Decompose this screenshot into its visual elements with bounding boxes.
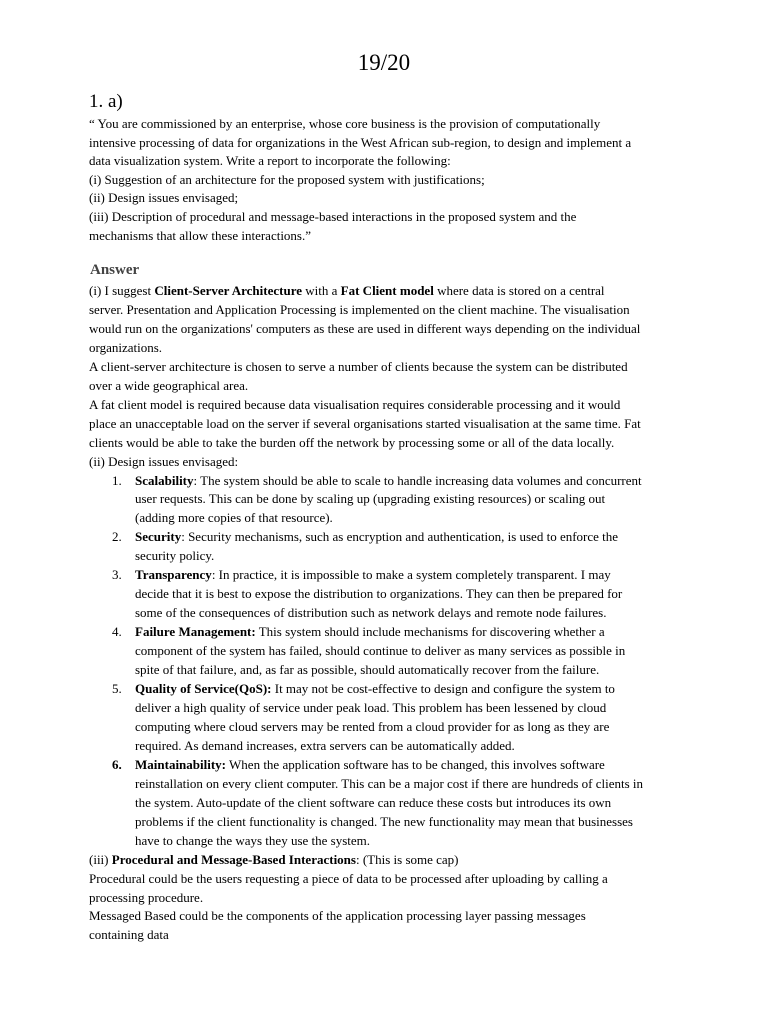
text-run: : In practice, it is impossible to make a system completely transparent. I may [211,567,611,583]
list-item [89,566,679,623]
list-item-line: component of the system has failed, should continue to deliver as many services as possible in [135,643,626,659]
list-item-line: reinstallation on every client computer. This can be a major cost if there are hundreds of clients in [135,775,644,791]
list-item-line: required. As demand increases, extra servers can be automatically added. [135,737,515,753]
list-item-first-line [135,680,679,699]
question-line: data visualization system. Write a report to incorporate the following: [89,153,451,169]
list-item-line: computing where cloud servers may be rented from a cloud provider for as long as they are [135,718,610,734]
part-i-architecture [89,282,679,453]
answer-body [89,282,679,945]
answer-heading: Answer [90,262,140,278]
text-run: : (This is some cap) [355,851,459,867]
part-ii-heading: (ii) Design issues envisaged: [89,453,239,469]
paragraph-line: Procedural could be the users requesting a piece of data to be processed after uploading by calling a [89,870,608,886]
text-run: : Security mechanisms, such as encryption and authentication, is used to enforce the [181,529,619,545]
question-line: (iii) Description of procedural and message-based interactions in the proposed system and the [89,208,577,224]
paragraph-line: A client-server architecture is chosen to serve a number of clients because the system can be distributed [89,358,628,374]
list-item-line: decide that it is best to expose the distribution to organizations. They can then be prepared for [135,586,623,602]
paragraph-line: server. Presentation and Application Processing is implemented on the client machine. The visualisation [89,301,630,317]
question-text [89,115,679,245]
paragraph-line: place an unacceptable load on the server if several organisations started visualisation at the same time. Fat [89,415,641,431]
list-item [89,680,679,756]
list-item-first-line [135,566,679,585]
bold-term: Quality of Service(QoS): [135,681,272,697]
bold-term: Failure Management: [135,624,256,640]
list-number: 6. [112,756,122,772]
list-item-first-line [135,472,679,491]
paragraph-line: organizations. [89,339,163,355]
bold-term: Client-Server Architecture [154,283,303,298]
list-number: 3. [112,567,122,583]
list-item-first-line [135,623,679,642]
text-run: with a [302,283,341,298]
paragraph-line: clients would be able to take the burden off the network by processing some or all of the data locally. [89,434,615,450]
question-number: 1. a) [89,91,123,112]
text-run: where data is stored on a central [433,283,605,298]
part-iii-interactions [89,851,679,946]
text-run: When the application software has to be changed, this involves software [226,756,605,772]
list-number: 4. [112,624,122,640]
list-item-first-line [135,756,679,775]
list-number: 2. [112,529,122,545]
bold-term: Maintainability: [135,756,227,772]
paragraph-line: processing procedure. [89,889,204,905]
part-iii-heading [89,851,679,870]
list-item-line: have to change the ways they use the system. [135,832,371,848]
list-item [89,472,679,529]
list-item-line: user requests. This can be done by scaling up (upgrading existing resources) or scaling out [135,491,606,507]
list-number: 5. [112,681,122,697]
text-run: (i) I suggest [89,283,155,298]
text-run: It may not be cost-effective to design and configure the system to [271,681,615,697]
bold-term: Scalability [135,472,194,488]
text-run: This system should include mechanisms for discovering whether a [255,624,605,640]
list-item-line: (adding more copies of that resource). [135,510,333,526]
bold-term: Procedural and Message-Based Interactions [111,851,356,867]
list-item-first-line [135,528,679,547]
paragraph-line: containing data [89,927,169,943]
list-item [89,623,679,680]
bold-term: Fat Client model [340,283,434,298]
question-line: (ii) Design issues envisaged; [89,190,239,206]
list-item-line: problems if the client functionality is changed. The new functionality may mean that businesses [135,813,633,829]
question-line: intensive processing of data for organizations in the West African sub-region, to design and implement a [89,134,632,150]
paragraph-line: Messaged Based could be the components of the application processing layer passing messages [89,908,586,924]
list-item-line: deliver a high quality of service under peak load. This problem has been lessened by cloud [135,699,607,715]
text-run: (iii) [89,851,112,867]
page-title: 19/20 [357,50,411,75]
paragraph-line: over a wide geographical area. [89,377,249,393]
question-line: mechanisms that allow these interactions.” [89,227,312,243]
paragraph-line: A fat client model is required because data visualisation requires considerable processing and it would [89,396,621,412]
list-number: 1. [112,472,122,488]
list-item-line: security policy. [135,548,215,564]
text-run: : The system should be able to scale to handle increasing data volumes and concurrent [193,472,642,488]
design-issues-list [89,472,679,851]
list-item-line: some of the consequences of distribution such as network delays and remote node failures. [135,605,607,621]
list-item-line: spite of that failure, and, as far as possible, should automatically recover from the failure. [135,662,600,678]
part-i-first-line [89,282,679,301]
question-line: (i) Suggestion of an architecture for the proposed system with justifications; [89,171,485,187]
list-item [89,756,679,851]
question-line: “ You are commissioned by an enterprise, whose core business is the provision of computationally [89,116,601,131]
list-item [89,528,679,566]
bold-term: Security [135,529,182,545]
bold-term: Transparency [135,567,212,583]
paragraph-line: would run on the organizations' computers as these are used in different ways depending on the individual [89,320,641,336]
list-item-line: the system. Auto-update of the client software can reduce these costs but introduces its own [135,794,612,810]
